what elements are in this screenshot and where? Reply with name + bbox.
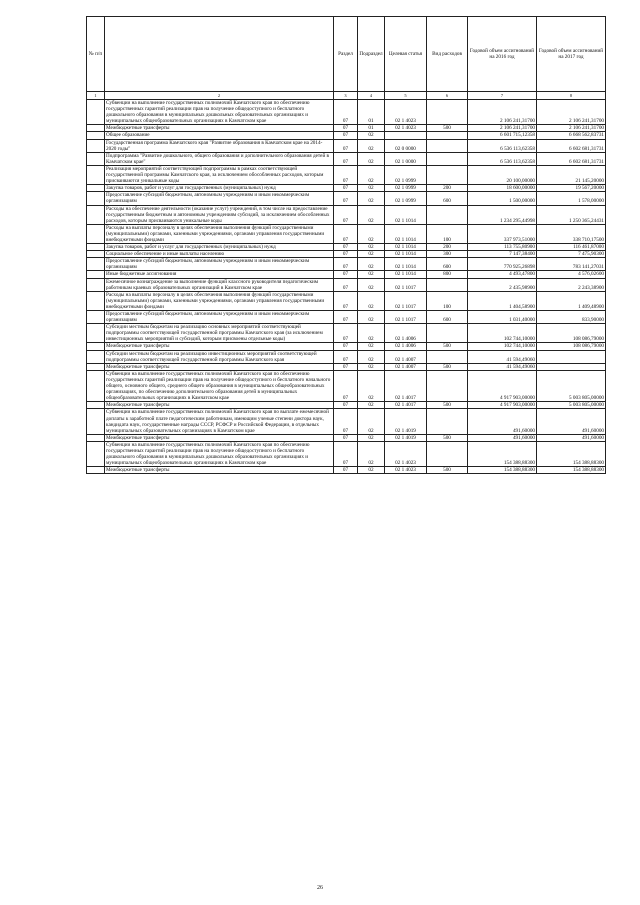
row-section: 07 [334,350,358,363]
row-name: Подпрограмма "Развитие дошкольного, общего образования и дополнительного образования детей в Камчатском крае" [105,152,334,165]
table-row [87,244,606,251]
row-subsection: 02 [358,402,385,409]
row-y2016: 18 600,00000 [468,185,537,192]
row-subsection: 02 [358,152,385,165]
row-exptype: 600 [427,311,468,324]
row-number [87,152,105,165]
row-target: 02 1 4007 [385,350,427,363]
row-section: 07 [334,244,358,251]
table-row [87,205,606,224]
row-subsection: 02 [358,185,385,192]
column-number: 7 [468,92,537,100]
row-name: Предоставление субсидий бюджетным, автономным учреждениям и иным некоммерческим организациям [105,258,334,271]
table-row [87,291,606,310]
row-subsection: 02 [358,370,385,401]
row-target: 02 1 4017 [385,370,427,401]
row-y2017: 154 388,88300 [537,441,606,466]
row-number [87,192,105,205]
row-exptype: 600 [427,192,468,205]
header-target: Целевая статья [385,17,427,92]
row-y2016: 2 106 241,31700 [468,100,537,125]
row-y2017: 1 409,48900 [537,291,606,310]
row-subsection: 02 [358,224,385,243]
table-row [87,311,606,324]
table-row [87,100,606,125]
column-number: 4 [358,92,385,100]
row-y2016: 41 594,49060 [468,350,537,363]
row-target: 02 1 1014 [385,271,427,278]
row-number [87,441,105,466]
row-section: 07 [334,132,358,139]
row-y2016: 491,60000 [468,409,537,434]
row-y2016: 2 106 241,31700 [468,125,537,132]
header-subsection: Подраздел [358,17,385,92]
table-row [87,165,606,184]
column-number: 1 [87,92,105,100]
row-name: Иные бюджетные ассигнования [105,271,334,278]
row-name: Расходы на выплаты персоналу в целях обеспечения выполнения функций государственными (муниципальными) органами, казенными учреждениями, органами управления государственными внебюджетными фондами [105,291,334,310]
row-name: Предоставление субсидий бюджетным, автономным учреждениям и иным некоммерческим организациям [105,311,334,324]
row-target: 02 1 4006 [385,324,427,343]
row-subsection: 02 [358,350,385,363]
row-name: Субвенции на выполнение государственных полномочий Камчатского края по обеспечению государственных гарантий реализации прав на получение общедоступного и бесплатного дошкольного образования в муниципальных дошкольных образовательных организациях и муниципальных общеобразовательных организациях в Камчатском крае [105,441,334,466]
table-row [87,363,606,370]
row-name: Субвенции на выполнение государственных полномочий Камчатского края по обеспечению государственных гарантий реализации прав на получение общедоступного и бесплатного дошкольного образования в муниципальных дошкольных образовательных организациях и муниципальных общеобразовательных организациях в Камчатском крае [105,100,334,125]
row-target: 02 1 1014 [385,251,427,258]
row-y2017: 5 003 805,00000 [537,402,606,409]
row-exptype [427,132,468,139]
table-row [87,258,606,271]
row-name: Межбюджетные трансферты [105,402,334,409]
row-number [87,324,105,343]
row-subsection: 02 [358,278,385,291]
row-number [87,244,105,251]
table-row [87,132,606,139]
row-subsection: 02 [358,165,385,184]
row-number [87,434,105,441]
row-section: 07 [334,434,358,441]
row-y2017: 154 388,88300 [537,467,606,474]
row-section: 07 [334,100,358,125]
table-row [87,271,606,278]
row-y2016: 154 388,88300 [468,467,537,474]
row-number [87,271,105,278]
row-target: 02 1 0999 [385,185,427,192]
row-exptype: 200 [427,244,468,251]
row-section: 07 [334,185,358,192]
row-exptype [427,441,468,466]
row-subsection: 02 [358,467,385,474]
header-section: Раздел [334,17,358,92]
row-number [87,100,105,125]
row-number [87,251,105,258]
row-number [87,205,105,224]
row-subsection: 02 [358,291,385,310]
row-exptype: 500 [427,363,468,370]
row-name: Закупка товаров, работ и услуг для государственных (муниципальных) нужд [105,185,334,192]
row-exptype: 100 [427,291,468,310]
table-row [87,370,606,401]
row-subsection: 02 [358,271,385,278]
row-y2017: 833,90000 [537,311,606,324]
row-name: Межбюджетные трансферты [105,343,334,350]
row-subsection: 01 [358,125,385,132]
table-row [87,224,606,243]
table-row [87,139,606,152]
row-name: Межбюджетные трансферты [105,363,334,370]
row-y2016: 6 536 113,62358 [468,139,537,152]
table-row [87,434,606,441]
row-name: Субсидии местным бюджетам на реализацию основных мероприятий соответствующей подпрограммы соответствующей государственной программы Камчатского края (за исключением инвестиционных мероприятий и субсидий, которым присвоены отдельные коды) [105,324,334,343]
row-name: Межбюджетные трансферты [105,467,334,474]
row-y2017: 5 003 805,00000 [537,370,606,401]
row-y2017: 1 250 365,24431 [537,205,606,224]
row-number [87,363,105,370]
row-section: 07 [334,125,358,132]
row-name: Субвенции на выполнение государственных полномочий Камчатского края по выплате ежемесячной доплаты к заработной плате педагогическим работникам, имеющим ученые степени доктора наук, кандидата наук, государственные награды СССР, РСФСР и Российской Федерации, в отдельных муниципальных образовательных организациях в Камчатском крае [105,409,334,434]
row-number [87,350,105,363]
row-y2016: 2 435,98900 [468,278,537,291]
row-section: 07 [334,278,358,291]
row-name: Субвенции на выполнение государственных полномочий Камчатского края по обеспечению государственных гарантий реализации прав на получение общедоступного и бесплатного начального общего, основного общего, среднего общего образования в муниципальных общеобразовательных организациях, по обеспечению дополнительного образования детей в муниципальных общеобразовательных организациях в Камчатском крае [105,370,334,401]
row-section: 07 [334,139,358,152]
row-subsection: 02 [358,139,385,152]
row-target: 02 1 0999 [385,192,427,205]
column-number: 5 [385,92,427,100]
row-subsection: 02 [358,258,385,271]
row-exptype [427,278,468,291]
row-exptype [427,370,468,401]
row-exptype: 500 [427,343,468,350]
row-y2017: 6 602 681,31731 [537,152,606,165]
row-y2016: 7 147,38400 [468,251,537,258]
row-number [87,185,105,192]
row-y2017: 338 710,17500 [537,224,606,243]
row-target: 02 1 1014 [385,205,427,224]
row-number [87,165,105,184]
row-subsection: 02 [358,441,385,466]
row-name: Ежемесячное вознаграждение за выполнение функций классного руководителя педагогическим работникам краевых образовательных организаций в Камчатском крае [105,278,334,291]
row-section: 07 [334,192,358,205]
row-y2017: 108 086,79000 [537,343,606,350]
row-target: 02 1 1014 [385,258,427,271]
row-name: Социальное обеспечение и иные выплаты населению [105,251,334,258]
row-target: 02 1 1017 [385,291,427,310]
row-subsection: 02 [358,251,385,258]
row-section: 07 [334,152,358,165]
column-number: 8 [537,92,606,100]
row-number [87,370,105,401]
row-section: 07 [334,165,358,184]
row-y2017: 491,60000 [537,409,606,434]
row-y2016: 1 500,00000 [468,192,537,205]
row-section: 07 [334,441,358,466]
row-y2016: 102 744,10000 [468,324,537,343]
row-target: 02 1 0000 [385,152,427,165]
row-number [87,132,105,139]
row-target: 02 1 4023 [385,467,427,474]
column-number: 6 [427,92,468,100]
header-y2016: Годовой объем ассигнований на 2016 год [468,17,537,92]
row-subsection: 02 [358,434,385,441]
row-y2017: 19 567,20000 [537,185,606,192]
row-section: 07 [334,311,358,324]
row-y2017: 6 602 681,31731 [537,139,606,152]
row-target: 02 1 4007 [385,363,427,370]
row-number [87,409,105,434]
row-section: 07 [334,324,358,343]
row-subsection: 02 [358,311,385,324]
row-y2017: 783 141,27031 [537,258,606,271]
row-y2017: 1 578,00000 [537,192,606,205]
row-number [87,258,105,271]
table-row [87,152,606,165]
table-row [87,350,606,363]
row-number [87,139,105,152]
row-number [87,291,105,310]
row-y2016: 337 973,51000 [468,224,537,243]
table-row [87,251,606,258]
row-y2016: 6 601 715,12358 [468,132,537,139]
table-row [87,402,606,409]
row-y2017: 2 106 241,31700 [537,125,606,132]
row-y2016: 1 234 295,44998 [468,205,537,224]
row-target: 02 1 4023 [385,100,427,125]
table-row [87,409,606,434]
row-exptype: 100 [427,224,468,243]
row-y2016: 4 917 903,00000 [468,402,537,409]
row-name: Закупка товаров, работ и услуг для государственных (муниципальных) нужд [105,244,334,251]
row-exptype [427,324,468,343]
row-number [87,467,105,474]
header-no: № п/п [87,17,105,92]
row-target: 02 1 1017 [385,278,427,291]
row-name: Субсидии местным бюджетам на реализацию инвестиционных мероприятий соответствующей подпрограммы соответствующей государственной программы Камчатского края [105,350,334,363]
row-y2016: 4 493,47800 [468,271,537,278]
row-name: Межбюджетные трансферты [105,125,334,132]
row-target: 02 1 1014 [385,244,427,251]
column-number-row [87,92,606,100]
row-target: 02 1 0999 [385,165,427,184]
row-subsection: 02 [358,192,385,205]
row-y2016: 113 755,80900 [468,244,537,251]
row-target: 02 1 4017 [385,402,427,409]
row-section: 07 [334,291,358,310]
page-number: 26 [317,885,323,891]
row-exptype: 500 [427,434,468,441]
table-row [87,441,606,466]
row-y2016: 41 594,49060 [468,363,537,370]
table-row [87,324,606,343]
row-y2016: 491,60000 [468,434,537,441]
row-section: 07 [334,205,358,224]
row-number [87,343,105,350]
row-y2017 [537,350,606,363]
row-subsection: 02 [358,343,385,350]
row-y2017: 491,60000 [537,434,606,441]
row-target: 02 1 1017 [385,311,427,324]
row-number [87,278,105,291]
row-name: Межбюджетные трансферты [105,434,334,441]
row-name: Расходы на обеспечение деятельности (оказание услуг) учреждений, в том числе на предоставление государственным бюджетным и автономным учреждениям субсидий, за исключением обособленных расходов, которым присваиваются уникальные коды [105,205,334,224]
row-exptype: 800 [427,271,468,278]
row-subsection: 02 [358,205,385,224]
row-exptype [427,100,468,125]
row-number [87,224,105,243]
table-row [87,192,606,205]
row-exptype: 200 [427,185,468,192]
row-section: 07 [334,343,358,350]
column-number: 2 [105,92,334,100]
row-number [87,311,105,324]
row-section: 07 [334,467,358,474]
row-y2017: 4 576,02600 [537,271,606,278]
header-exptype: Вид расходов [427,17,468,92]
row-y2017: 2 243,38900 [537,278,606,291]
row-target: 02 1 4023 [385,441,427,466]
row-y2017: 108 086,79000 [537,324,606,343]
row-number [87,125,105,132]
row-subsection: 02 [358,132,385,139]
row-section: 07 [334,370,358,401]
row-exptype [427,139,468,152]
table-row [87,185,606,192]
row-subsection: 02 [358,244,385,251]
row-name: Реализация мероприятий соответствующей подпрограммы в рамках соответствующей государственной программы Камчатского края, за исключением обособленных расходов, которым присваиваются уникальные коды [105,165,334,184]
row-target: 02 0 0000 [385,139,427,152]
row-exptype: 600 [427,258,468,271]
row-exptype: 500 [427,402,468,409]
row-y2017: 21 145,20000 [537,165,606,184]
row-section: 07 [334,271,358,278]
row-exptype: 500 [427,125,468,132]
row-number [87,402,105,409]
table-row [87,125,606,132]
row-y2016: 20 100,00000 [468,165,537,184]
row-y2017: 7 475,90300 [537,251,606,258]
row-y2016: 4 917 903,00000 [468,370,537,401]
table-body [87,100,606,474]
row-y2017: 6 668 562,83731 [537,132,606,139]
row-section: 07 [334,363,358,370]
row-section: 07 [334,224,358,243]
row-exptype [427,409,468,434]
row-subsection: 02 [358,363,385,370]
row-target: 02 1 4019 [385,409,427,434]
table-row [87,343,606,350]
row-y2016: 154 388,88300 [468,441,537,466]
header-y2017: Годовой объем ассигнований на 2017 год [537,17,606,92]
row-name: Государственная программа Камчатского края "Развитие образования в Камчатском крае на 2014-2020 годы" [105,139,334,152]
row-y2016: 1 404,58900 [468,291,537,310]
row-exptype: 300 [427,251,468,258]
row-y2017: 116 461,87000 [537,244,606,251]
row-exptype [427,152,468,165]
row-y2017: 2 106 241,31700 [537,100,606,125]
row-section: 07 [334,258,358,271]
row-exptype [427,165,468,184]
row-y2016: 770 925,26898 [468,258,537,271]
budget-table [86,16,606,474]
row-subsection: 01 [358,100,385,125]
row-y2016: 6 536 113,62358 [468,152,537,165]
row-section: 07 [334,251,358,258]
row-target [385,132,427,139]
header-row [87,17,606,92]
row-name: Предоставление субсидий бюджетным, автономным учреждениям и иным некоммерческим организациям [105,192,334,205]
row-exptype [427,205,468,224]
table-row [87,278,606,291]
row-section: 07 [334,402,358,409]
row-name: Расходы на выплаты персоналу в целях обеспечения выполнения функций государственными (муниципальными) органами, казенными учреждениями, органами управления государственными внебюджетными фондами [105,224,334,243]
row-y2016: 102 744,10000 [468,343,537,350]
row-exptype: 500 [427,467,468,474]
row-target: 02 1 1014 [385,224,427,243]
row-target: 02 1 4023 [385,125,427,132]
table-row [87,467,606,474]
row-exptype [427,350,468,363]
row-target: 02 1 4006 [385,343,427,350]
row-section: 07 [334,409,358,434]
row-y2017 [537,363,606,370]
row-subsection: 02 [358,324,385,343]
row-y2016: 1 031,40000 [468,311,537,324]
header-name [105,17,334,92]
column-number: 3 [334,92,358,100]
row-name: Общее образование [105,132,334,139]
row-subsection: 02 [358,409,385,434]
row-target: 02 1 4019 [385,434,427,441]
